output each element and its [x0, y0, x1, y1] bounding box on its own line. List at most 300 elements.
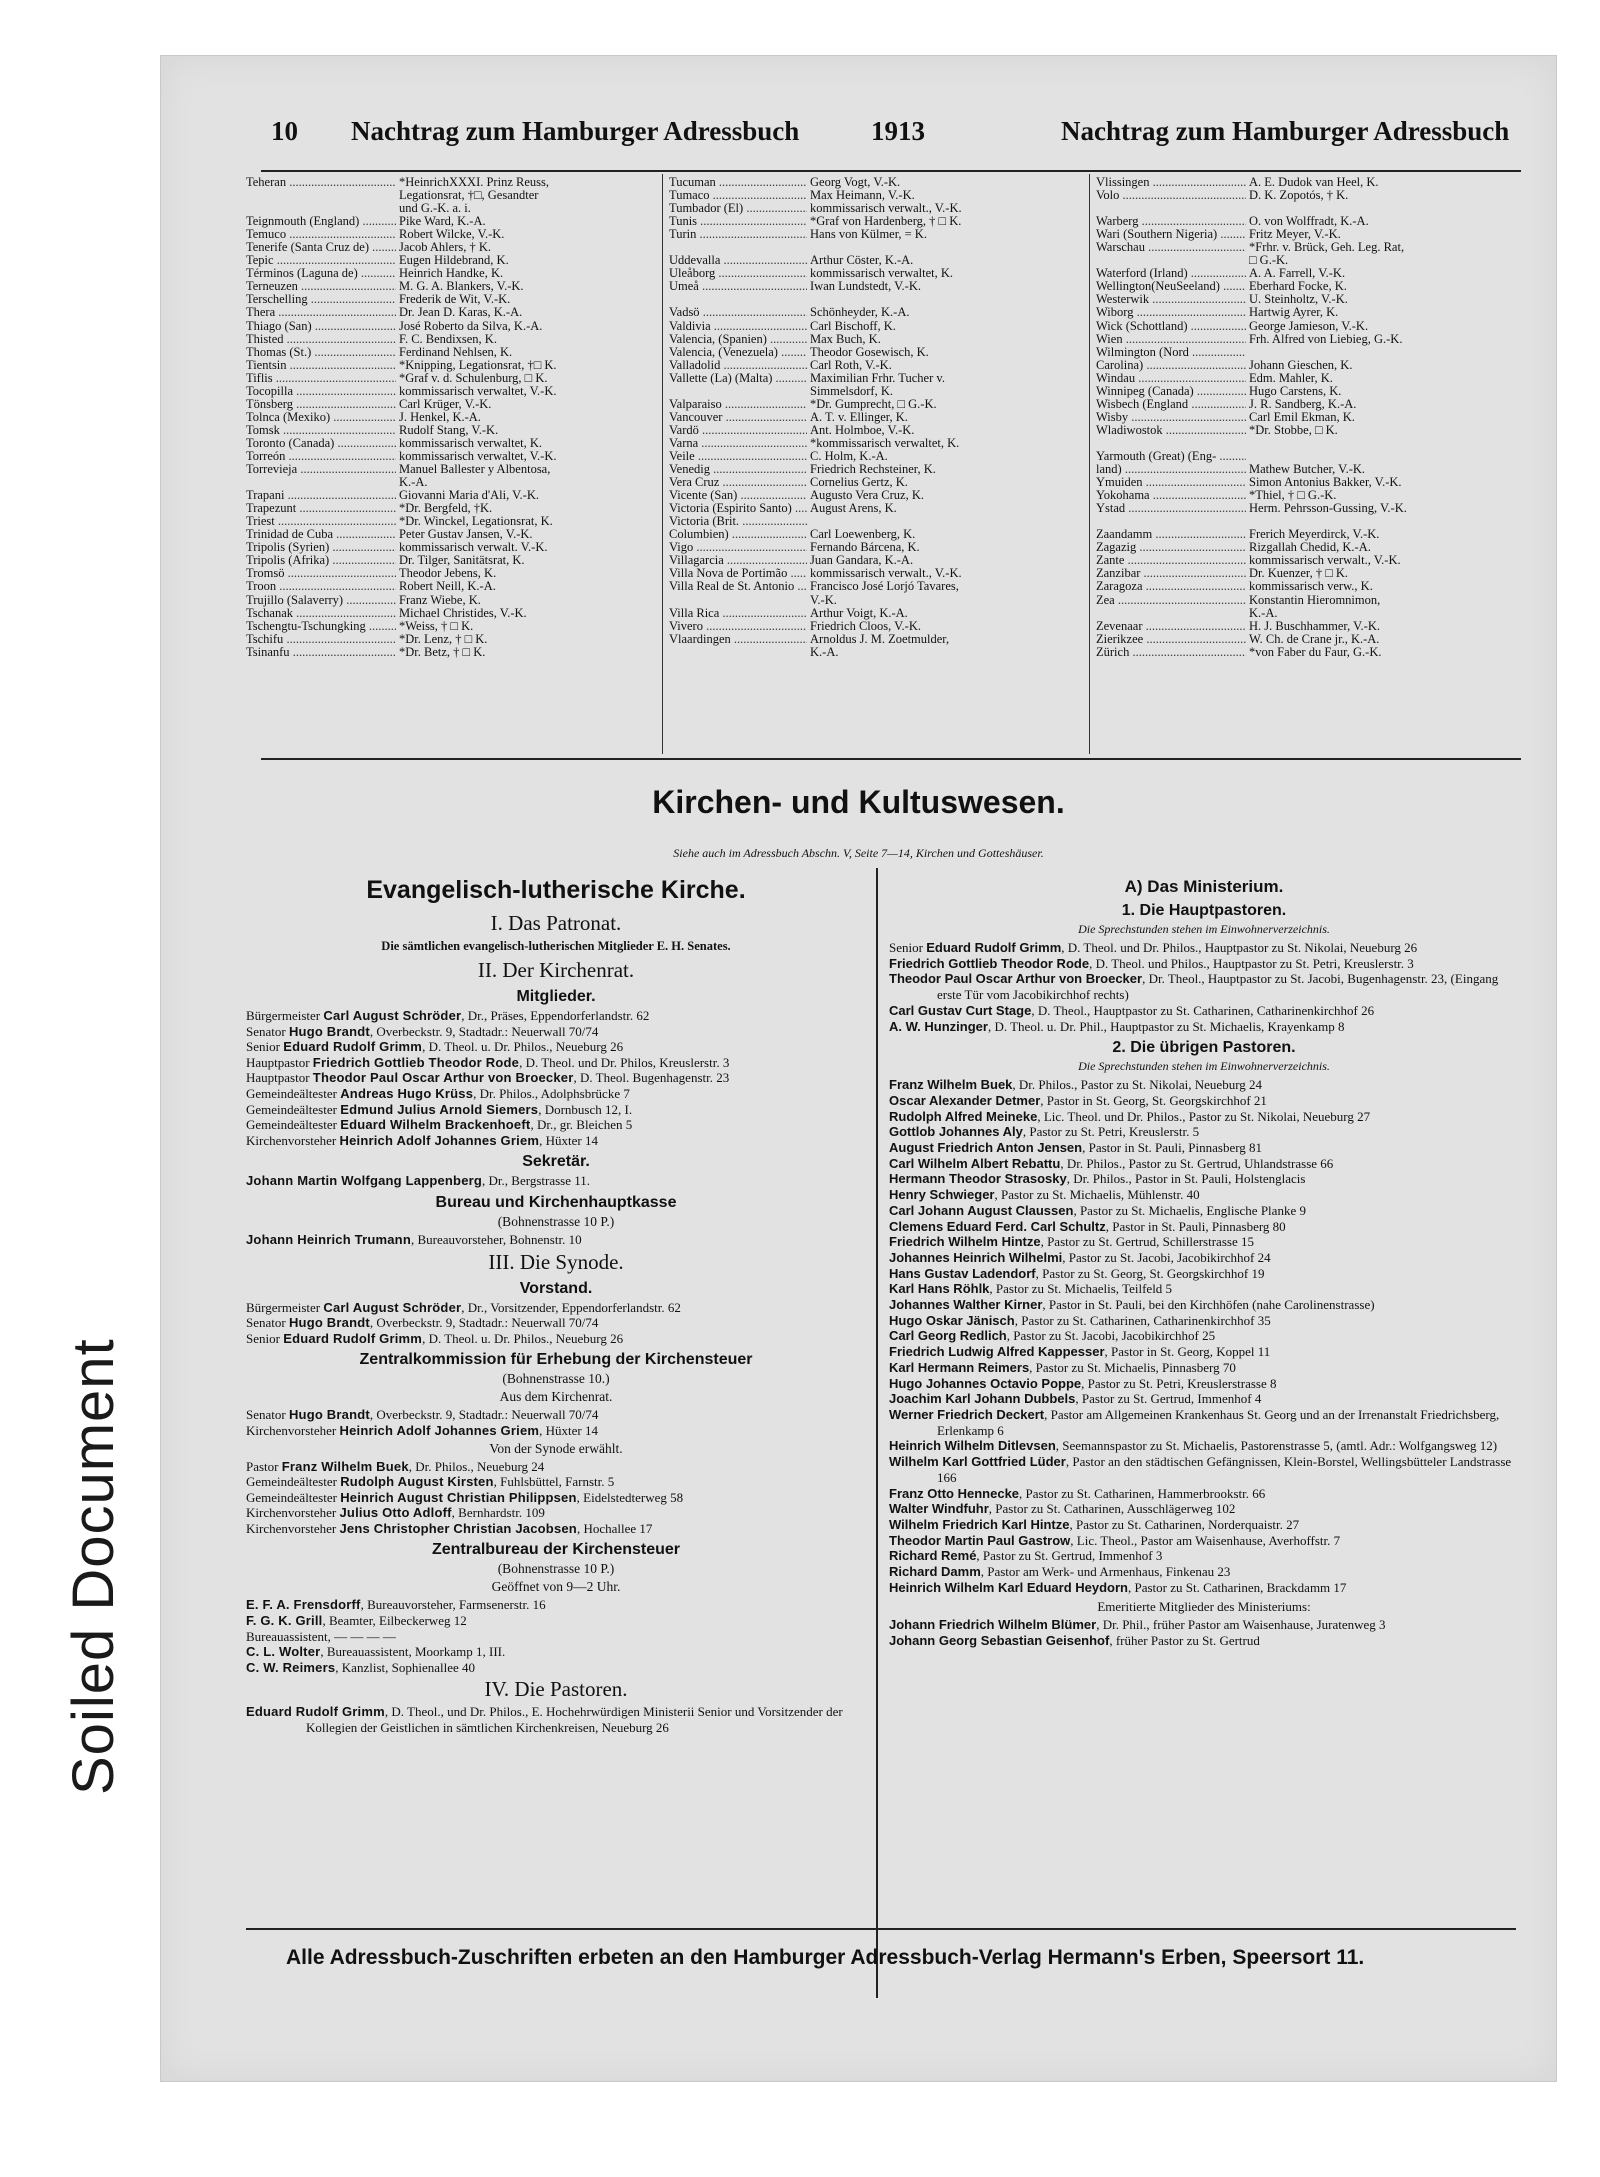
person-name: Heinrich Adolf Johannes Griem — [339, 1422, 540, 1438]
synode-title: III. Die Synode. — [488, 1249, 624, 1274]
directory-row — [669, 594, 1081, 607]
right-column — [889, 872, 1519, 1649]
side-label: Soiled Document — [61, 1338, 126, 1795]
person-details: , Bureauvorsteher, Farmsenerstr. 16 — [360, 1597, 546, 1613]
directory-place: Tönsberg ..... — [246, 398, 396, 411]
directory-place: Tumaco ..... — [669, 189, 807, 202]
directory-row — [669, 398, 1081, 411]
directory-row — [669, 293, 1081, 306]
directory-place: Ymuiden ..... — [1096, 476, 1246, 489]
directory-row — [246, 241, 656, 254]
directory-place: Waterford (Irland) ..... — [1096, 267, 1246, 280]
directory-place: Volo ..... — [1096, 189, 1246, 202]
directory-column-1 — [246, 176, 656, 659]
directory-column-3 — [1096, 176, 1511, 659]
directory-place: Carolina) ..... — [1096, 359, 1246, 372]
directory-row — [246, 528, 656, 541]
pastor-name: Karl Hermann Reimers — [889, 1359, 1030, 1375]
pastor-name: Hans Gustav Ladendorf — [889, 1265, 1036, 1281]
directory-row — [246, 567, 656, 580]
directory-row — [669, 554, 1081, 567]
person-entry — [246, 1133, 866, 1149]
directory-row — [669, 241, 1081, 254]
person-details: , Dr., Vorsitzender, Eppendorferlandstr. 62 — [461, 1299, 681, 1315]
person-entry — [246, 1117, 866, 1133]
uebrige-title: 2. Die übrigen Pastoren. — [1112, 1039, 1296, 1057]
directory-place: Yarmouth (Great) (Eng- ..... — [1096, 450, 1246, 463]
directory-row — [1096, 202, 1511, 215]
directory-value: Frerich Meyerdirck, V.-K. — [1249, 528, 1380, 542]
directory-place: Tucuman ..... — [669, 176, 807, 189]
church-title: Evangelisch-lutherische Kirche. — [366, 876, 746, 904]
directory-value: Simon Antonius Bakker, V.-K. — [1249, 476, 1402, 490]
directory-value — [807, 241, 1081, 254]
bureau-title: Bureau und Kirchenhauptkasse — [435, 1193, 677, 1211]
directory-place: Villagarcia ..... — [669, 554, 807, 567]
directory-row — [1096, 333, 1511, 346]
directory-value — [807, 293, 1081, 306]
pastor-entry — [889, 1124, 1519, 1140]
hauptpastoren-title: 1. Die Hauptpastoren. — [1121, 902, 1287, 919]
pastor-details: , Pastor zu St. Gertrud, Immenhof 3 — [976, 1548, 1163, 1564]
person-name: F. G. K. Grill — [246, 1613, 323, 1629]
person-entry — [246, 1055, 866, 1071]
directory-row — [1096, 189, 1511, 202]
pastor-details: , Dr. Phil., früher Pastor am Waisenhause, Juratenweg 3 — [1096, 1617, 1386, 1633]
directory-place: Zagazig ..... — [1096, 541, 1246, 554]
directory-row — [669, 528, 1081, 541]
pastor-name: A. W. Hunzinger — [889, 1018, 988, 1034]
directory-place-empty — [1096, 437, 1246, 450]
directory-place: Tschanak ..... — [246, 607, 396, 620]
directory-row — [669, 176, 1081, 189]
directory-value: Eberhard Focke, K. — [1249, 280, 1347, 294]
person-role: Senator — [246, 1315, 286, 1331]
pastor-details: , Pastor in St. Georg, Koppel 11 — [1104, 1344, 1271, 1360]
pastor-entry — [889, 1203, 1519, 1219]
pastor-name: Richard Damm — [889, 1564, 981, 1580]
pastor-details: , Dr. Philos., Pastor in St. Pauli, Holstenglacis — [1066, 1171, 1306, 1187]
pastor-name: Heinrich Wilhelm Karl Eduard Heydorn — [889, 1579, 1128, 1595]
directory-place: Trapani ..... — [246, 489, 396, 502]
pastor-entry — [889, 1281, 1519, 1297]
directory-value: Herm. Pehrsson-Gussing, V.-K. — [1249, 502, 1407, 516]
person-details: , Overbeckstr. 9, Stadtadr.: Neuerwall 70/74 — [369, 1023, 599, 1039]
pastor-details: , Pastor an den städtischen Gefängnissen, Klein-Borstel, Wellingsbütteler Landstrasse 166 — [937, 1454, 1512, 1485]
directory-place: land) ..... — [1096, 463, 1246, 476]
directory-place: Torrevieja ..... — [246, 463, 396, 476]
directory-place: Uleåborg ..... — [669, 267, 807, 280]
directory-row — [246, 215, 656, 228]
directory-place: Tripolis (Syrien) ..... — [246, 541, 396, 554]
mitglieder-title: Mitglieder. — [516, 988, 596, 1005]
zbureau-title: Zentralbureau der Kirchensteuer — [431, 1541, 681, 1559]
directory-value: Carl Roth, V.-K. — [810, 358, 892, 372]
directory-row — [669, 320, 1081, 333]
pastor-details: , Pastor zu St. Michaelis, Englische Planke 9 — [1073, 1202, 1306, 1218]
directory-value: George Jamieson, V.-K. — [1249, 319, 1369, 333]
directory-value: M. G. A. Blankers, V.-K. — [399, 280, 524, 294]
bottom-rule — [246, 1928, 1516, 1930]
directory-place: Westerwik ..... — [1096, 293, 1246, 306]
pastor-entry — [889, 1517, 1519, 1533]
person-name: C. W. Reimers — [246, 1659, 336, 1675]
pastor-entry — [889, 1454, 1519, 1485]
directory-value: U. Steinholtz, V.-K. — [1249, 293, 1348, 307]
directory-value: Hugo Carstens, K. — [1249, 384, 1342, 398]
directory-row — [1096, 463, 1511, 476]
directory-value: kommissarisch verwalt., V.-K. — [810, 567, 962, 581]
person-entry — [246, 1315, 866, 1331]
pastor-prefix: Senior — [889, 940, 927, 955]
person-details: , Beamter, Eilbeckerweg 12 — [322, 1613, 467, 1629]
directory-value: Dr. Kuenzer, † □ K. — [1249, 567, 1349, 581]
directory-row — [246, 385, 656, 398]
pastor-entry — [889, 1156, 1519, 1172]
person-role: Gemeindeältester — [246, 1474, 337, 1490]
pastor-name: Eduard Rudolf Grimm — [926, 940, 1062, 955]
directory-place: Wiborg ..... — [1096, 306, 1246, 319]
person-entry — [246, 1407, 866, 1423]
directory-value: O. von Wolffradt, K.-A. — [1249, 215, 1369, 229]
directory-row — [1096, 554, 1511, 567]
directory-value: Dr. Tilger, Sanitätsrat, K. — [399, 554, 525, 568]
directory-row — [1096, 215, 1511, 228]
directory-value — [1246, 450, 1511, 463]
pastor-name: Carl Wilhelm Albert Rebattu — [889, 1155, 1061, 1171]
directory-row — [1096, 567, 1511, 580]
person-entry — [246, 1521, 866, 1537]
directory-value: *Graf v. d. Schulenburg, □ K. — [399, 371, 548, 385]
pastor-entry — [889, 1501, 1519, 1517]
directory-value: *Dr. Bergfeld, †K. — [399, 502, 493, 516]
column-divider — [876, 868, 878, 1998]
person-details: , Overbeckstr. 9, Stadtadr.: Neuerwall 70/74 — [369, 1315, 599, 1331]
directory-row — [246, 398, 656, 411]
directory-value: *Frhr. v. Brück, Geh. Leg. Rat, — [1249, 241, 1405, 255]
directory-value: Konstantin Hieromnimon, — [1249, 593, 1381, 607]
pastor-details: , D. Theol. und Philos., Hauptpastor zu St. Petri, Kreuslerstr. 3 — [1089, 955, 1414, 971]
pastor-entry — [889, 956, 1519, 972]
person-role: Hauptpastor — [246, 1070, 310, 1086]
directory-place: Zürich ..... — [1096, 646, 1246, 659]
directory-row — [246, 607, 656, 620]
directory-place: Wisbech (England ..... — [1096, 398, 1246, 411]
pastor-name: August Friedrich Anton Jensen — [889, 1140, 1083, 1156]
directory-row — [1096, 254, 1511, 267]
directory-row — [669, 359, 1081, 372]
person-details: , Bureauassistent, Moorkamp 1, III. — [320, 1644, 506, 1660]
emeritiert-list — [889, 1617, 1519, 1648]
directory-value — [807, 515, 1081, 528]
directory-place: Victoria (Brit. ..... — [669, 515, 807, 528]
hauptpastoren-list — [889, 940, 1519, 1034]
directory-place: Zevenaar ..... — [1096, 620, 1246, 633]
directory-value: Fernando Bárcena, K. — [810, 541, 920, 555]
directory-place: Zierikzee ..... — [1096, 633, 1246, 646]
pastor-name: Hermann Theodor Strasosky — [889, 1171, 1067, 1187]
directory-place: Wladiwostok ..... — [1096, 424, 1246, 437]
directory-value: Robert Wilcke, V.-K. — [399, 228, 505, 242]
pastor-details: , Lic. Theol. und Dr. Philos., Pastor zu St. Nikolai, Neueburg 27 — [1037, 1108, 1371, 1124]
pastor-details: , Pastor zu St. Georg, St. Georgskirchhof 19 — [1035, 1265, 1265, 1281]
pastor-entry — [889, 1376, 1519, 1392]
directory-row — [669, 267, 1081, 280]
directory-place: Valladolid ..... — [669, 359, 807, 372]
directory-place: Tschifu ..... — [246, 633, 396, 646]
directory-value: J. R. Sandberg, K.-A. — [1249, 397, 1357, 411]
directory-value: Cornelius Gertz, K. — [810, 476, 908, 490]
directory-place: Veile ..... — [669, 450, 807, 463]
vorstand-list — [246, 1300, 866, 1347]
person-details: , Bernhardstr. 109 — [451, 1505, 545, 1521]
directory-place-empty — [669, 385, 807, 398]
directory-place: Trujillo (Salaverry) ..... — [246, 594, 396, 607]
directory-row — [669, 502, 1081, 515]
directory-place: Warschau ..... — [1096, 241, 1246, 254]
directory-value: kommissarisch verwaltet, V.-K. — [399, 384, 557, 398]
person-role: Gemeindeältester — [246, 1489, 337, 1505]
directory-value — [1246, 437, 1511, 450]
pastor-name: Gottlob Johannes Aly — [889, 1124, 1023, 1140]
person-name: Edmund Julius Arnold Siemers — [340, 1101, 539, 1117]
person-details: , D. Theol. Bugenhagenstr. 23 — [573, 1070, 730, 1086]
directory-value: Theodor Jebens, K. — [399, 567, 497, 581]
directory-value: *von Faber du Faur, G.-K. — [1249, 645, 1382, 659]
person-entry — [246, 1008, 866, 1024]
directory-place: Términos (Laguna de) ..... — [246, 267, 396, 280]
pastor-entry — [889, 1140, 1519, 1156]
directory-place: Wilmington (Nord ..... — [1096, 346, 1246, 359]
von-synode-list — [246, 1459, 866, 1537]
pastor-details: , Pastor zu St. Jacobi, Jacobikirchhof 24 — [1062, 1249, 1271, 1265]
pastor-details: , D. Theol., Hauptpastor zu St. Catharinen, Catharinenkirchhof 26 — [1031, 1002, 1375, 1018]
directory-place: Teheran ..... — [246, 176, 396, 189]
pastor-name: Theodor Martin Paul Gastrow — [889, 1532, 1071, 1548]
directory-value: Carl Krüger, V.-K. — [399, 397, 492, 411]
directory-value: K.-A. — [399, 476, 428, 490]
directory-value: José Roberto da Silva, K.-A. — [399, 319, 543, 333]
person-role: Senator — [246, 1407, 286, 1423]
directory-row — [246, 267, 656, 280]
pastor-name: Johann Georg Sebastian Geisenhof — [889, 1633, 1110, 1649]
directory-column-2 — [669, 176, 1081, 659]
pastor-name: Johannes Heinrich Wilhelmi — [889, 1249, 1063, 1265]
directory-row — [246, 346, 656, 359]
pastor-details: , Pastor zu St. Catharinen, Brackdamm 17 — [1127, 1579, 1347, 1595]
directory-value: Fritz Meyer, V.-K. — [1249, 228, 1341, 242]
pastor-name: Rudolph Alfred Meineke — [889, 1108, 1038, 1124]
directory-value: Hartwig Ayrer, K. — [1249, 306, 1339, 320]
pastor-details: , D. Theol. u. Dr. Phil., Hauptpastor zu St. Michaelis, Krayenkamp 8 — [987, 1018, 1345, 1034]
directory-place: Wick (Schottland) ..... — [1096, 320, 1246, 333]
directory-place-empty — [1096, 202, 1246, 215]
directory-place: Vancouver ..... — [669, 411, 807, 424]
directory-row — [1096, 176, 1511, 189]
pastor-details: , Pastor zu St. Petri, Kreuslerstrasse 8 — [1081, 1375, 1277, 1391]
directory-place: Thisted ..... — [246, 333, 396, 346]
pastor-details: , Pastor zu St. Catharinen, Ausschlägerweg 102 — [988, 1501, 1236, 1517]
directory-row — [246, 372, 656, 385]
zbureau-address: (Bohnenstrasse 10 P.) — [497, 1561, 615, 1577]
person-details: , Hüxter 14 — [539, 1422, 598, 1438]
pastor-details: , Lic. Theol., Pastor am Waisenhause, Averhoffstr. 7 — [1070, 1532, 1341, 1548]
directory-row — [669, 437, 1081, 450]
person-name: Franz Wilhelm Buek — [281, 1458, 409, 1474]
directory-row — [1096, 241, 1511, 254]
directory-value: W. Ch. de Crane jr., K.-A. — [1249, 632, 1380, 646]
directory-place: Vallette (La) (Malta) ..... — [669, 372, 807, 385]
footer-notice: Alle Adressbuch-Zuschriften erbeten an den Hamburger Adressbuch-Verlag Hermann's Erben, Speersort 11. — [286, 1946, 1365, 1969]
directory-value: *Graf von Hardenberg, † □ K. — [810, 215, 962, 229]
directory-value: K.-A. — [810, 645, 839, 659]
person-entry — [246, 1331, 866, 1347]
uebrige-note: Die Sprechstunden stehen im Einwohnerverzeichnis. — [1078, 1059, 1330, 1074]
pastor-name: Clemens Eduard Ferd. Carl Schultz — [889, 1218, 1106, 1234]
directory-place: Zaragoza ..... — [1096, 580, 1246, 593]
person-name: Heinrich August Christian Philippsen — [340, 1489, 577, 1505]
directory-row — [1096, 489, 1511, 502]
directory-row — [246, 489, 656, 502]
directory-place-empty — [1096, 254, 1246, 267]
person-details: , Dr. Philos., Neueburg 24 — [408, 1458, 545, 1474]
directory-row — [1096, 293, 1511, 306]
pastor-entry — [889, 1297, 1519, 1313]
header-title-left: Nachtrag zum Hamburger Adressbuch — [351, 116, 800, 146]
directory-place: Uddevalla ..... — [669, 254, 807, 267]
pastor-name: Franz Wilhelm Buek — [889, 1077, 1013, 1093]
directory-place: Tocopilla ..... — [246, 385, 396, 398]
directory-value: Max Buch, K. — [810, 332, 881, 346]
person-name: Theodor Paul Oscar Arthur von Broecker — [312, 1070, 574, 1086]
directory-row — [246, 202, 656, 215]
directory-place: Villa Real de St. Antonio ..... — [669, 580, 807, 593]
directory-row — [246, 594, 656, 607]
person-role: Senior — [246, 1039, 280, 1055]
zbureau-list — [246, 1597, 866, 1675]
directory-row — [669, 280, 1081, 293]
directory-row — [246, 580, 656, 593]
person-name: Eduard Rudolf Grimm — [283, 1039, 423, 1055]
directory-place: Tunis ..... — [669, 215, 807, 228]
pastor-name: Carl Gustav Curt Stage — [889, 1002, 1032, 1018]
directory-place: Tumbador (El) ..... — [669, 202, 807, 215]
mitglieder-list — [246, 1008, 866, 1148]
left-column — [246, 872, 866, 1736]
directory-row — [669, 333, 1081, 346]
directory-place: Troon ..... — [246, 580, 396, 593]
pastor-details: , Pastor zu St. Jacobi, Jacobikirchhof 25 — [1006, 1328, 1216, 1344]
directory-value: Francisco José Lorjó Tavares, — [810, 580, 959, 594]
pastor-details: , Pastor am Allgemeinen Krankenhaus St. Georg und an der Irrenanstalt Friedrichsberg, Erlenkamp 6 — [937, 1406, 1500, 1438]
directory-value: Maximilian Frhr. Tucher v. — [810, 371, 945, 385]
pastor-name: Werner Friedrich Deckert — [889, 1406, 1045, 1422]
directory-place: Vadsö ..... — [669, 306, 807, 319]
pastor-name: Friedrich Gottlieb Theodor Rode — [889, 955, 1090, 971]
directory-value: kommissarisch verw., K. — [1249, 580, 1373, 594]
directory-value: Hans von Külmer, = K. — [810, 228, 927, 242]
directory-row — [1096, 437, 1511, 450]
directory-row — [246, 515, 656, 528]
pastor-details: , Pastor zu St. Michaelis, Pinnasberg 70 — [1029, 1359, 1236, 1375]
pastor-name: Walter Windfuhr — [889, 1501, 989, 1517]
person-details: , D. Theol. und Dr. Philos, Kreuslerstr. 3 — [519, 1054, 730, 1070]
header-rule — [261, 170, 1521, 172]
directory-place-empty — [246, 476, 396, 489]
ministerium-title: A) Das Ministerium. — [1124, 877, 1284, 896]
pastor-entry — [889, 1187, 1519, 1203]
column-divider — [662, 174, 663, 754]
pastor-details: , Dr. Philos., Pastor zu St. Nikolai, Neueburg 24 — [1012, 1077, 1263, 1093]
directory-place: Terneuzen ..... — [246, 280, 396, 293]
directory-value: Robert Neill, K.-A. — [399, 580, 496, 594]
directory-value: Frh. Alfred von Liebieg, G.-K. — [1249, 332, 1403, 346]
directory-row — [1096, 320, 1511, 333]
directory-row — [1096, 385, 1511, 398]
directory-row — [1096, 607, 1511, 620]
pastor-name: Friedrich Wilhelm Hintze — [889, 1234, 1041, 1250]
patronat-title: I. Das Patronat. — [490, 911, 622, 935]
directory-row — [1096, 476, 1511, 489]
directory-bottom-rule — [261, 758, 1521, 760]
directory-value: kommissarisch verwaltet, K. — [810, 267, 954, 281]
pastor-name: Joachim Karl Johann Dubbels — [889, 1391, 1076, 1407]
pastor-details: , Pastor in St. Georg, St. Georgskirchhof 21 — [1040, 1092, 1267, 1108]
directory-value: *Dr. Gumprecht, □ G.-K. — [810, 397, 937, 411]
directory-place: Trapezunt ..... — [246, 502, 396, 515]
pastor-name: Johannes Walther Kirner — [889, 1297, 1043, 1313]
person-name: E. F. A. Frensdorff — [246, 1597, 361, 1613]
directory-value: Frederik de Wit, V.-K. — [399, 293, 511, 307]
pastor-entry — [889, 1391, 1519, 1407]
directory-row — [669, 450, 1081, 463]
person-name: Hugo Brandt — [288, 1023, 370, 1039]
directory-place: Vlaardingen ..... — [669, 633, 807, 646]
directory-place-empty — [1096, 607, 1246, 620]
section-note: Siehe auch im Adressbuch Abschn. V, Seite 7—14, Kirchen und Gotteshäuser. — [673, 846, 1044, 860]
directory-place: Valencia, (Venezuela) ..... — [669, 346, 807, 359]
directory-place: Wellington(NeuSeeland) ..... — [1096, 280, 1246, 293]
directory-place: Teignmouth (England) ..... — [246, 215, 396, 228]
directory-row — [246, 463, 656, 476]
patronat-text: Die sämtlichen evangelisch-lutherischen Mitglieder E. H. Senates. — [381, 939, 731, 953]
pastor-name: Hugo Oskar Jänisch — [889, 1312, 1015, 1328]
directory-place: Thomas (St.) ..... — [246, 346, 396, 359]
pastor-details: , Pastor in St. Pauli, Pinnasberg 81 — [1082, 1140, 1263, 1156]
person-name: Eduard Wilhelm Brackenhoeft — [340, 1117, 531, 1133]
directory-value: Mathew Butcher, V.-K. — [1249, 463, 1366, 477]
directory-place-empty — [669, 594, 807, 607]
directory-value: Juan Gandara, K.-A. — [810, 554, 914, 568]
pastor-name: Heinrich Wilhelm Ditlevsen — [889, 1438, 1056, 1454]
directory-place: Terschelling ..... — [246, 293, 396, 306]
directory-place-empty — [669, 646, 807, 659]
person-entry — [246, 1505, 866, 1521]
pastor-name: Theodor Paul Oscar Arthur von Broecker — [889, 971, 1143, 987]
person-details: , Dr., Präses, Eppendorferlandstr. 62 — [461, 1008, 650, 1023]
pastor-entry — [889, 1093, 1519, 1109]
directory-place-empty — [669, 241, 807, 254]
directory-place: Thera ..... — [246, 306, 396, 319]
directory-value: K.-A. — [1249, 606, 1278, 620]
directory-place-empty — [1096, 515, 1246, 528]
directory-row — [1096, 580, 1511, 593]
pastor-entry — [889, 1266, 1519, 1282]
directory-value: Carl Emil Ekman, K. — [1249, 410, 1355, 424]
directory-place: Valencia, (Spanien) ..... — [669, 333, 807, 346]
directory-value: Theodor Gosewisch, K. — [810, 345, 929, 359]
person-name: Hugo Brandt — [288, 1315, 370, 1331]
